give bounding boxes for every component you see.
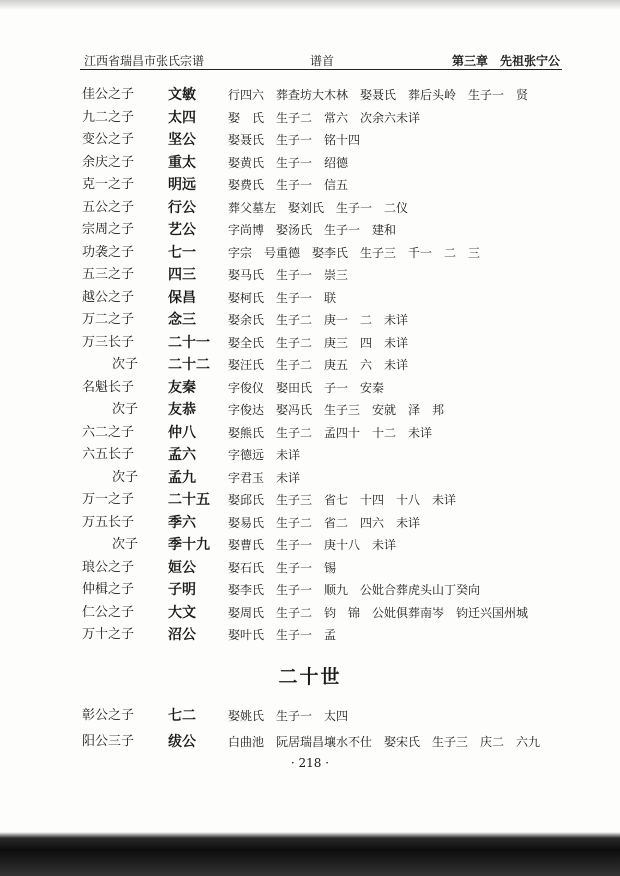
entry-detail: 葬父墓左 娶刘氏 生子一 二仪 <box>228 200 409 215</box>
entry-detail: 娶费氏 生子一 信五 <box>228 178 349 192</box>
entry-name: 季六 <box>168 514 196 531</box>
entry-name: 二十五 <box>168 492 210 508</box>
entry-relation: 变公之子 <box>82 132 135 147</box>
entry-detail: 字君玉 未详 <box>228 470 301 485</box>
entry-relation: 万五长子 <box>82 514 135 530</box>
entry-row <box>0 219 620 241</box>
page-top-edge <box>0 0 620 10</box>
entry-relation: 五公之子 <box>82 199 135 215</box>
entry-row <box>0 534 620 556</box>
entry-detail: 娶周氏 生子二 钧 锦 公妣俱葬南岑 钧迁兴国州城 <box>228 605 529 620</box>
entry-row <box>0 557 620 579</box>
entry-row <box>0 129 620 151</box>
entry-name: 二十二 <box>168 357 210 373</box>
entry-name: 保昌 <box>168 289 196 306</box>
entry-relation: 功袭之子 <box>82 244 135 260</box>
entry-detail: 白曲池 阮居瑞昌壤水不仕 娶宋氏 生子三 庆二 六九 <box>228 735 541 749</box>
entry-relation: 次子 <box>112 469 139 485</box>
entry-detail: 娶马氏 生子一 崇三 <box>228 268 349 282</box>
entry-row <box>0 107 620 129</box>
entry-row <box>0 731 620 753</box>
entry-relation: 次子 <box>112 537 139 552</box>
header-book-title: 江西省瑞昌市张氏宗谱 <box>84 54 205 68</box>
generation-title: 二十世 <box>278 666 342 688</box>
entry-detail: 字宗 号重德 娶李氏 生子三 千一 二 三 <box>228 245 481 260</box>
entry-detail: 娶柯氏 生子一 联 <box>228 290 337 305</box>
entry-row <box>0 152 620 174</box>
entry-relation: 佳公之子 <box>82 87 135 102</box>
entry-row <box>0 174 620 196</box>
entry-name: 仲八 <box>168 424 196 441</box>
entry-detail: 娶余氏 生子二 庚一 二 未详 <box>228 313 409 327</box>
entry-row <box>0 422 620 444</box>
header-chapter: 第三章 先祖张宁公 <box>451 54 560 68</box>
entry-relation: 次子 <box>112 357 139 372</box>
entry-detail: 行四六 葬查坊大木林 娶聂氏 葬后头岭 生子一 贤 <box>228 88 529 102</box>
entry-row <box>0 377 620 399</box>
entry-detail: 娶 氏 生子二 常六 次余六未详 <box>228 110 421 125</box>
entry-row <box>0 602 620 624</box>
entry-name: 大文 <box>168 604 196 621</box>
entry-relation: 九二之子 <box>82 109 135 125</box>
entry-detail: 娶熊氏 生子二 孟四十 十二 未详 <box>228 425 433 440</box>
entry-name: 子明 <box>168 582 196 598</box>
entry-relation: 宗周之子 <box>82 222 135 237</box>
entry-relation: 五三之子 <box>82 267 135 282</box>
entry-row <box>0 579 620 601</box>
page-bottom-edge <box>0 832 620 876</box>
entry-detail: 娶全氏 生子二 庚三 四 未详 <box>228 335 409 350</box>
entry-detail: 娶邱氏 生子三 省七 十四 十八 未详 <box>228 493 457 507</box>
entry-relation: 越公之子 <box>82 289 135 305</box>
entry-detail: 娶石氏 生子一 锡 <box>228 560 337 575</box>
entry-relation: 克一之子 <box>82 177 135 192</box>
entry-relation: 万十之子 <box>82 627 135 642</box>
entry-row <box>0 705 620 727</box>
entry-detail: 娶易氏 生子二 省二 四六 未详 <box>228 515 421 530</box>
entry-row <box>0 264 620 286</box>
entry-row <box>0 467 620 489</box>
entry-name: 文敏 <box>168 87 196 103</box>
entry-name: 坚公 <box>168 132 196 148</box>
entry-row <box>0 624 620 646</box>
entry-relation: 万一之子 <box>82 492 135 507</box>
entry-row <box>0 512 620 534</box>
entry-name: 七二 <box>168 708 196 724</box>
entry-relation: 万三长子 <box>82 334 135 350</box>
entry-name: 艺公 <box>168 222 196 238</box>
entry-detail: 娶曹氏 生子一 庚十八 未详 <box>228 538 397 552</box>
entry-relation: 六五长子 <box>82 447 135 462</box>
entry-detail: 字俊达 娶冯氏 生子三 安就 泽 邦 <box>228 403 445 417</box>
entry-detail: 娶汪氏 生子二 庚五 六 未详 <box>228 358 409 372</box>
entry-detail: 娶姚氏 生子一 太四 <box>228 709 349 723</box>
entry-name: 沼公 <box>168 627 196 643</box>
entry-relation: 六二之子 <box>82 424 135 440</box>
entry-name: 孟六 <box>168 447 196 463</box>
entry-detail: 娶李氏 生子一 顺九 公妣合葬虎头山丁癸向 <box>228 583 481 597</box>
entry-detail: 字德远 未详 <box>228 448 301 462</box>
entry-relation: 次子 <box>112 402 139 417</box>
page-number: · 218 · <box>290 756 330 770</box>
entry-detail: 字俊仪 娶田氏 子一 安秦 <box>228 380 385 395</box>
entry-name: 孟九 <box>168 469 196 486</box>
entry-detail: 娶黄氏 生子一 绍德 <box>228 155 349 170</box>
entry-row <box>0 444 620 466</box>
entry-name: 四三 <box>168 267 196 283</box>
entry-row <box>0 84 620 106</box>
entry-relation: 琅公之子 <box>82 559 135 575</box>
entry-name: 明远 <box>168 177 196 193</box>
entry-relation: 名魁长子 <box>82 379 135 395</box>
entry-row <box>0 399 620 421</box>
entry-row <box>0 197 620 219</box>
entry-name: 二十一 <box>168 334 210 351</box>
entry-row <box>0 489 620 511</box>
entry-relation: 仁公之子 <box>82 604 135 620</box>
entry-name: 姮公 <box>168 559 196 576</box>
entry-name: 七一 <box>168 244 196 261</box>
header-section: 谱首 <box>310 54 335 68</box>
entry-row <box>0 332 620 354</box>
entry-row <box>0 242 620 264</box>
running-header <box>84 48 560 68</box>
entry-name: 念三 <box>168 312 196 328</box>
entry-row <box>0 309 620 331</box>
entry-detail: 字尚博 娶汤氏 生子一 建和 <box>228 223 397 237</box>
entry-relation: 万二之子 <box>82 312 135 327</box>
entry-name: 重太 <box>168 154 196 171</box>
entry-name: 友恭 <box>168 402 196 418</box>
entry-row <box>0 354 620 376</box>
entry-name: 友秦 <box>168 379 196 396</box>
entry-name: 季十九 <box>168 537 210 553</box>
entry-detail: 娶聂氏 生子一 铭十四 <box>228 133 361 147</box>
entry-row <box>0 287 620 309</box>
entry-name: 行公 <box>168 199 196 216</box>
entry-relation: 阳公三子 <box>82 734 135 749</box>
entry-name: 绂公 <box>168 734 196 750</box>
entry-detail: 娶叶氏 生子一 孟 <box>228 628 337 642</box>
entry-name: 太四 <box>168 109 196 126</box>
entry-relation: 余庆之子 <box>82 154 135 170</box>
entry-relation: 彰公之子 <box>82 708 135 723</box>
entry-relation: 仲楫之子 <box>82 582 135 597</box>
header-divider <box>80 69 562 70</box>
